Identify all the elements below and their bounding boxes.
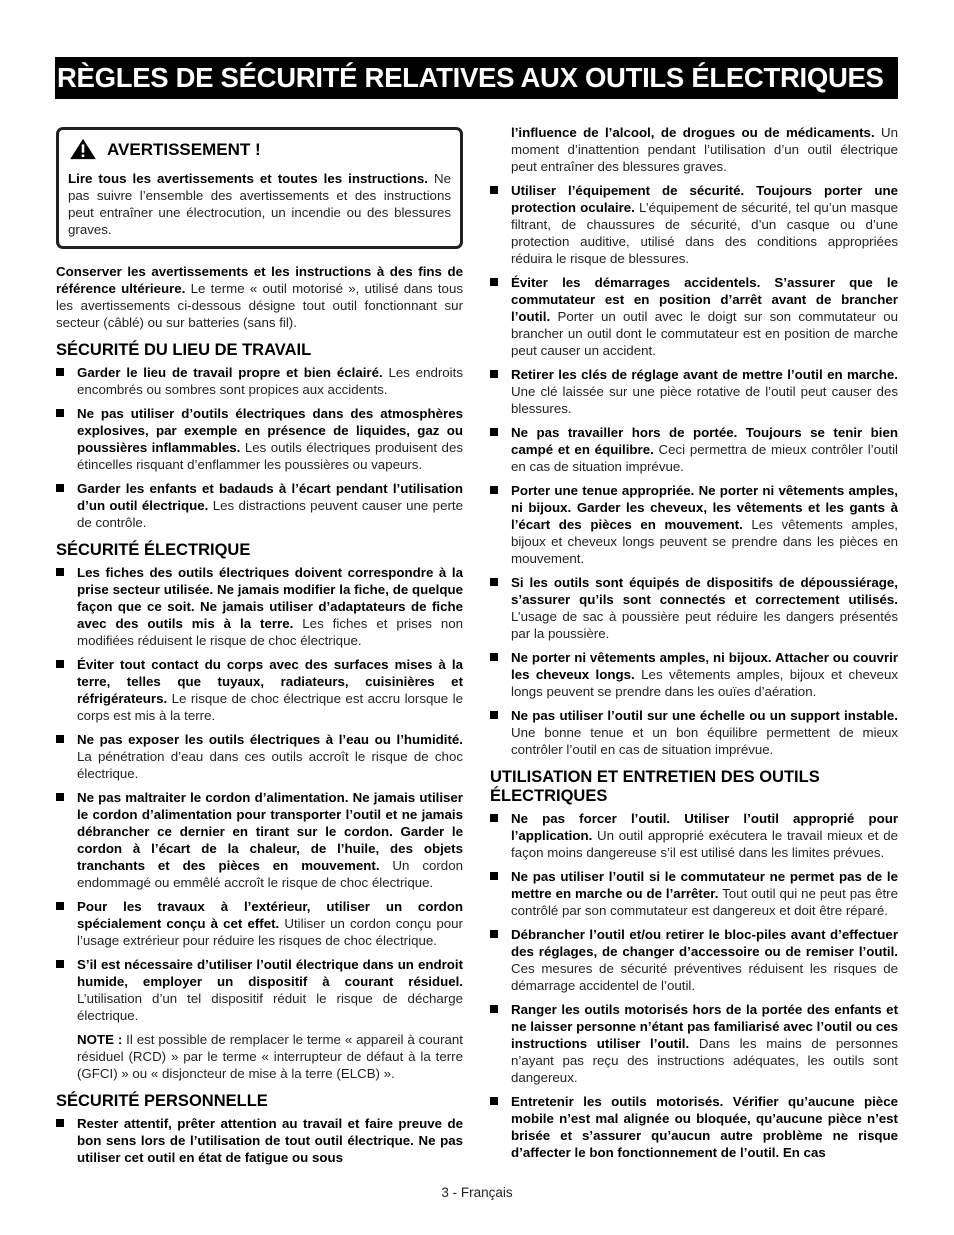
page-footer: 3 - Français xyxy=(441,1185,513,1200)
warning-heading: AVERTISSEMENT ! xyxy=(107,139,261,159)
note-paragraph: NOTE : Il est possible de remplacer le terme « appareil à courant résiduel (RCD) » par le terme « interrupteur de défaut à la terre (GFCI) » ou « disjoncteur de mise à la terre (ELCB) ». xyxy=(77,1032,463,1081)
list-item: Rester attentif, prêter attention au travail et faire preuve de bon sens lors de l’utilisation de tout outil électrique. Ne pas utiliser cet outil en état de fatigue ou sous xyxy=(56,1115,463,1166)
list-item: Ranger les outils motorisés hors de la portée des enfants et ne laisser personne n’étant pas familiarisé avec l’outil ou ces instructions utiliser l’outil. Dans les mains de personnes n’ayant pas reçu des instructions adéquates, les outils sont dangereux. xyxy=(490,1001,898,1086)
list-item: Ne pas travailler hors de portée. Toujours se tenir bien campé et en équilibre. Ceci permettra de mieux contrôler l’outil en cas de situation imprévue. xyxy=(490,424,898,475)
list-item: S’il est nécessaire d’utiliser l’outil électrique dans un endroit humide, employer un dispositif à courant résiduel. L’utilisation d’un tel dispositif réduit le risque de décharge électrique. xyxy=(56,956,463,1024)
continued-item: l’influence de l’alcool, de drogues ou de médicaments. Un moment d’inattention pendant l’utilisation d’un outil électrique peut entraîner des blessures graves. xyxy=(511,125,898,174)
list-item: Éviter tout contact du corps avec des surfaces mises à la terre, telles que tuyaux, radiateurs, cuisinières et réfrigérateurs. Le risque de choc électrique est accru lorsque le corps est mis à la terre. xyxy=(56,656,463,724)
list-item: Débrancher l’outil et/ou retirer le bloc-piles avant d’effectuer des réglages, de changer d’accessoire ou de remiser l’outil. Ces mesures de sécurité préventives réduisent les risques de démarrage accidentel de l’outil. xyxy=(490,926,898,994)
list-item: Pour les travaux à l’extérieur, utiliser un cordon spécialement conçu à cet effet. Utiliser un cordon conçu pour l’usage extrérieur pour réduire les risques de choc électrique. xyxy=(56,898,463,949)
list-item: Éviter les démarrages accidentels. S’assurer que le commutateur est en position d’arrêt avant de brancher l’outil. Porter un outil avec le doigt sur son commutateur ou brancher un outil dont le commutateur est en position de marche peut causer un accident. xyxy=(490,274,898,359)
electrical-heading: SÉCURITÉ ÉLECTRIQUE xyxy=(56,541,251,559)
list-item: Ne pas utiliser l’outil si le commutateur ne permet pas de le mettre en marche ou de l’arrêter. Tout outil qui ne peut pas être contrôlé par son commutateur est dangereux et doit être réparé. xyxy=(490,868,898,919)
warning-triangle-icon xyxy=(68,138,98,160)
list-item: Retirer les clés de réglage avant de mettre l’outil en marche. Une clé laissée sur une pièce rotative de l’outil peut causer des blessures. xyxy=(490,366,898,417)
intro-paragraph: Conserver les avertissements et les instructions à des fins de référence ultérieure. Le terme « outil motorisé », utilisé dans tous les avertissements ci-dessous désigne tout outil fonctionnant sur secteur (câblé) ou sur batteries (sans fil). xyxy=(56,264,463,330)
work-area-list xyxy=(56,364,463,531)
right-column xyxy=(490,124,898,1168)
left-column xyxy=(56,124,463,1173)
list-item: Entretenir les outils motorisés. Vérifier qu’aucune pièce mobile n’est mal alignée ou bloquée, qu’aucune pièce n’est brisée et s’assurer qu’aucun autre problème ne risque d’affecter le bon fonctionnement de l’outil. En cas xyxy=(490,1093,898,1161)
work-area-heading: SÉCURITÉ DU LIEU DE TRAVAIL xyxy=(56,341,312,359)
list-item: Porter une tenue appropriée. Ne porter ni vêtements amples, ni bijoux. Garder les cheveux, les vêtements et les gants à l’écart des pièces en mouvement. Les vêtements amples, bijoux et cheveux longs peuvent se prendre dans les pièces en mouvement. xyxy=(490,482,898,567)
list-item: Ne pas maltraiter le cordon d’alimentation. Ne jamais utiliser le cordon d’alimentation pour transporter l’outil et ne jamais débrancher ce dernier en tirant sur le cordon. Garder le cordon à l’écart de la chaleur, de l’huile, des objets tranchants et des pièces en mouvement. Un cordon endommagé ou emmêlé accroît le risque de choc électrique. xyxy=(56,789,463,891)
list-item: Garder les enfants et badauds à l’écart pendant l’utilisation d’un outil électrique. Les distractions peuvent causer une perte de contrôle. xyxy=(56,480,463,531)
list-item: Garder le lieu de travail propre et bien éclairé. Les endroits encombrés ou sombres sont propices aux accidents. xyxy=(56,364,463,398)
list-item: Les fiches des outils électriques doivent correspondre à la prise secteur utilisée. Ne jamais modifier la fiche, de quelque façon que ce soit. Ne jamais utiliser d’adaptateurs de fiche avec des outils mis à la terre. Les fiches et prises non modifiées réduisent le risque de choc électrique. xyxy=(56,564,463,649)
title-banner xyxy=(55,57,898,99)
personal-list-start xyxy=(56,1115,463,1166)
list-item: Ne pas utiliser d’outils électriques dans des atmosphères explosives, par exemple en présence de liquides, gaz ou poussières inflammables. Les outils électriques produisent des étincelles risquant d’enflammer les poussières ou vapeurs. xyxy=(56,405,463,473)
list-item: Utiliser l’équipement de sécurité. Toujours porter une protection oculaire. L’équipement de sécurité, tel qu’un masque filtrant, de chaussures de sécurité, d’un casque ou d’une protection auditive, utilisé dans des conditions appropriées réduira le risque de blessures. xyxy=(490,182,898,267)
warning-text: Lire tous les avertissements et toutes les instructions. Ne pas suivre l’ensemble des avertissements et des instructions peut entraîner une électrocution, un incendie ou des blessures graves. xyxy=(68,171,451,237)
list-item: Ne pas utiliser l’outil sur une échelle ou un support instable. Une bonne tenue et un bon équilibre permettent de mieux contrôler l’outil en cas de situation imprévue. xyxy=(490,707,898,758)
list-item: Ne pas forcer l’outil. Utiliser l’outil approprié pour l’application. Un outil approprié exécutera le travail mieux et de façon moins dangereuse s’il est utilisé dans les limites prévues. xyxy=(490,810,898,861)
list-item: Ne porter ni vêtements amples, ni bijoux. Attacher ou couvrir les cheveux longs. Les vêtements amples, bijoux et cheveux longs peuvent se prendre dans les ouïes d’aération. xyxy=(490,649,898,700)
page-title: RÈGLES DE SÉCURITÉ RELATIVES AUX OUTILS ÉLECTRIQUES xyxy=(57,62,884,93)
warning-header xyxy=(68,138,451,160)
warning-box xyxy=(56,127,463,249)
electrical-list xyxy=(56,564,463,1024)
personal-list xyxy=(490,182,898,758)
list-item: Ne pas exposer les outils électriques à l’eau ou l’humidité. La pénétration d’eau dans ces outils accroît le risque de choc électrique. xyxy=(56,731,463,782)
list-item: Si les outils sont équipés de dispositifs de dépoussiérage, s’assurer qu’ils sont connectés et correctement utilisés. L’usage de sac à poussière peut réduire les dangers présentés par la poussière. xyxy=(490,574,898,642)
tool-use-list xyxy=(490,810,898,1161)
tool-use-heading: UTILISATION ET ENTRETIEN DES OUTILS ÉLECTRIQUES xyxy=(490,768,820,805)
personal-heading: SÉCURITÉ PERSONNELLE xyxy=(56,1092,268,1110)
